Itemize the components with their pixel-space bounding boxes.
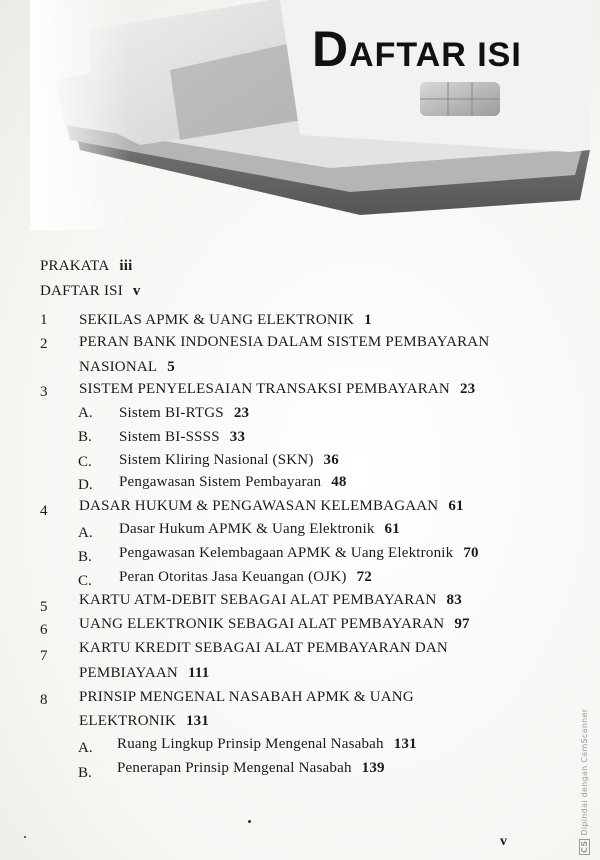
section-letter: A. [78, 525, 93, 541]
chapter-number: 3 [40, 384, 48, 400]
toc-label: Pengawasan Kelembagaan APMK & Uang Elektronik [119, 545, 454, 561]
toc-label: ELEKTRONIK [79, 713, 176, 729]
toc-entry-chapter-2-cont[interactable] [79, 359, 175, 376]
section-letter: A. [78, 740, 93, 756]
toc-entry-3d[interactable] [119, 474, 347, 491]
toc-label: UANG ELEKTRONIK SEBAGAI ALAT PEMBAYARAN [79, 616, 445, 632]
toc-label: Sistem BI-RTGS [119, 405, 224, 421]
toc-page: 48 [331, 474, 347, 490]
toc-entry-chapter-5[interactable] [79, 592, 462, 609]
toc-page: 139 [361, 760, 385, 776]
toc-page: 23 [459, 381, 476, 397]
section-letter: C. [78, 454, 92, 470]
toc-page: 1 [364, 312, 372, 328]
toc-label: NASIONAL [79, 359, 158, 375]
toc-page: iii [119, 258, 133, 274]
toc-page: v [132, 283, 141, 299]
toc-label: Dasar Hukum APMK & Uang Elektronik [119, 521, 375, 537]
toc-page: 23 [233, 405, 250, 421]
toc-entry-4a[interactable] [119, 521, 400, 538]
toc-page: 61 [384, 521, 400, 537]
toc-label: Ruang Lingkup Prinsip Mengenal Nasabah [117, 736, 384, 752]
toc-page: 83 [446, 592, 462, 608]
toc-label: PRINSIP MENGENAL NASABAH APMK & UANG [79, 689, 414, 705]
toc-entry-chapter-1[interactable] [79, 312, 372, 329]
chapter-number: 8 [40, 692, 48, 708]
toc-page: 5 [167, 359, 175, 375]
toc-entry-8a[interactable] [117, 736, 417, 753]
chapter-number: 7 [40, 648, 48, 664]
toc-label: KARTU KREDIT SEBAGAI ALAT PEMBAYARAN DAN [79, 640, 448, 656]
toc-label: Sistem BI-SSSS [119, 429, 220, 445]
toc-label: SISTEM PENYELESAIAN TRANSAKSI PEMBAYARAN [79, 381, 450, 397]
toc-entry-chapter-6[interactable] [79, 616, 470, 633]
toc-label: DAFTAR ISI [40, 283, 123, 299]
toc-label: PERAN BANK INDONESIA DALAM SISTEM PEMBAYARAN [79, 334, 490, 350]
toc-label: SEKILAS APMK & UANG ELEKTRONIK [79, 312, 355, 328]
toc-label: DASAR HUKUM & PENGAWASAN KELEMBAGAAN [79, 498, 439, 514]
toc-label: PRAKATA [40, 258, 110, 274]
section-letter: B. [78, 765, 92, 781]
section-letter: B. [78, 549, 92, 565]
page-number: v [500, 834, 507, 849]
chapter-number: 6 [40, 622, 48, 638]
toc-label: Penerapan Prinsip Mengenal Nasabah [117, 760, 352, 776]
toc-page: 131 [185, 713, 210, 729]
toc-entry-3a[interactable] [119, 405, 249, 422]
chapter-number: 5 [40, 599, 48, 615]
toc-page: 72 [356, 569, 372, 585]
scan-speck [248, 820, 251, 823]
toc-label: KARTU ATM-DEBIT SEBAGAI ALAT PEMBAYARAN [79, 592, 437, 608]
toc-label: PEMBIAYAAN [79, 665, 178, 681]
toc-entry-chapter-3[interactable] [79, 381, 475, 398]
chapter-number: 1 [40, 312, 48, 328]
title-initial: D [312, 21, 350, 77]
toc-page: 70 [463, 545, 479, 561]
section-letter: B. [78, 429, 92, 445]
toc-entry-chapter-4[interactable] [79, 498, 464, 515]
toc-entry-chapter-7[interactable] [79, 640, 448, 657]
toc-entry-3b[interactable] [119, 429, 245, 446]
section-letter: C. [78, 573, 92, 589]
scanner-watermark [579, 709, 590, 855]
toc-page: 61 [448, 498, 464, 514]
toc-entry-chapter-8-cont[interactable] [79, 713, 209, 730]
toc-entry-8b[interactable] [117, 760, 385, 777]
toc-page: 111 [187, 665, 210, 681]
toc-entry-3c[interactable] [119, 452, 339, 469]
chapter-number: 2 [40, 336, 48, 352]
section-letter: A. [78, 405, 93, 421]
toc-label: Pengawasan Sistem Pembayaran [119, 474, 322, 490]
toc-entry-4b[interactable] [119, 545, 479, 562]
toc-label: Sistem Kliring Nasional (SKN) [119, 452, 314, 468]
watermark-text: Dipindai dengan CamScanner [580, 708, 589, 836]
toc-entry-chapter-8[interactable] [79, 689, 414, 706]
toc-page: 131 [393, 736, 417, 752]
chapter-number: 4 [40, 503, 48, 519]
toc-entry-4c[interactable] [119, 569, 372, 586]
toc-entry-prakata[interactable] [40, 258, 133, 275]
toc-page: 36 [323, 452, 339, 468]
toc-entry-chapter-7-cont[interactable] [79, 665, 209, 682]
toc-label: Peran Otoritas Jasa Keuangan (OJK) [119, 569, 347, 585]
camscanner-logo-icon: CS [580, 840, 589, 853]
section-letter: D. [78, 477, 93, 493]
scan-speck [24, 836, 26, 838]
title-rest: AFTAR ISI [349, 36, 522, 74]
toc-entry-daftar-isi[interactable] [40, 283, 141, 300]
toc-entry-chapter-2[interactable] [79, 334, 489, 351]
toc-page: 33 [229, 429, 246, 445]
toc-page: 97 [454, 616, 470, 632]
